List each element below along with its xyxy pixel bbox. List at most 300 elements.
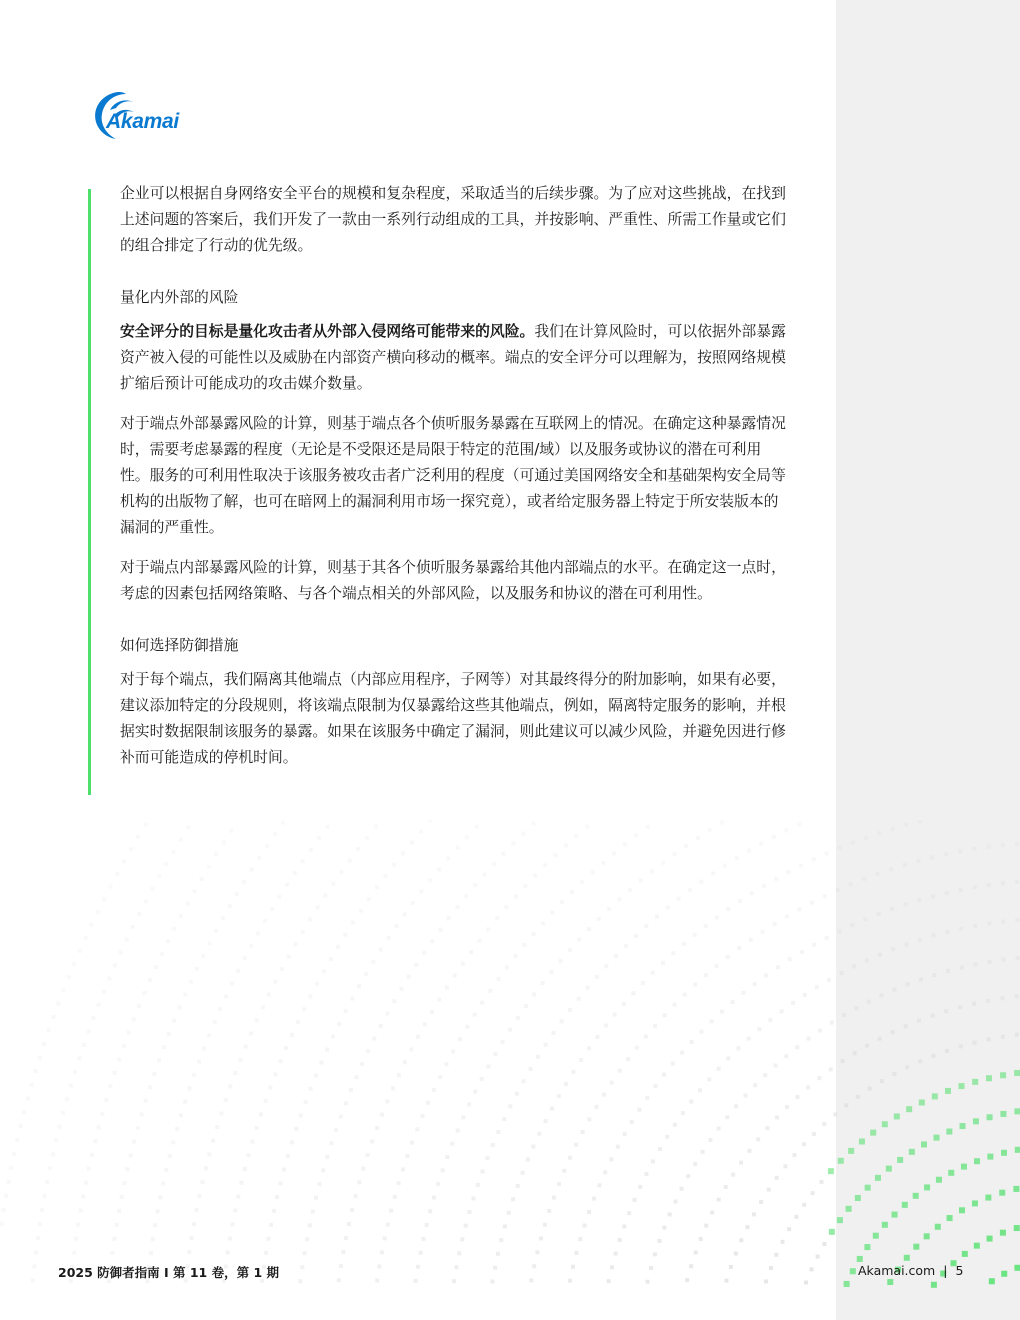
decor-dot [97,1003,101,1007]
decor-dot [837,929,841,933]
decor-dot [344,1101,348,1105]
decor-dot [945,930,949,934]
decor-dot [56,1002,60,1006]
decor-dot [375,885,379,889]
decor-dot [865,958,869,962]
decor-dot [559,959,563,963]
decor-dot [610,1081,614,1085]
decor-dot [529,1067,533,1071]
decor-dot [299,1113,303,1117]
decor-dot [236,1195,240,1199]
decor-dot [551,1031,555,1035]
decor-dot [428,878,432,882]
decor-dot [972,1200,978,1206]
decor-dot [739,1161,743,1165]
decor-dot [838,1158,844,1164]
decor-dot [959,927,963,931]
decor-dot [415,1127,419,1131]
decor-dot [897,1157,903,1163]
decor-dot [343,933,347,937]
decor-dot [802,1203,806,1207]
decor-dot [422,951,426,955]
decor-dot [862,877,866,881]
decor-dot [741,991,745,995]
decor-dot [308,918,312,922]
decor-dot [772,835,776,839]
decor-dot [380,1250,384,1254]
decor-dot [707,1077,711,1081]
decor-dot [693,1162,697,1166]
decor-dot [681,1111,685,1115]
decor-dot [577,997,581,1001]
decor-dot [774,1064,778,1068]
decor-dot [803,993,807,997]
decor-dot [273,1072,277,1076]
decor-dot [775,1176,779,1180]
decor-dot [45,1180,49,1184]
decor-dot [72,962,76,966]
decor-dot [319,1061,323,1065]
decor-dot [192,1073,196,1077]
decor-dot [12,1152,16,1156]
decor-dot [179,1113,183,1117]
decor-dot [257,856,261,860]
decor-dot [880,993,884,997]
decor-dot [460,1237,464,1241]
decor-dot [864,836,868,840]
decor-dot [428,820,432,823]
decor-dot [350,997,354,1001]
decor-dot [107,977,111,981]
decor-dot [214,853,218,857]
decor-dot [508,1028,512,1032]
decor-dot [946,969,950,973]
decor-dot [810,901,814,905]
decor-dot [100,1112,104,1116]
decor-dot [51,1152,55,1156]
decor-dot [323,894,327,898]
decor-dot [762,884,766,888]
decor-dot [747,1037,751,1041]
decor-dot [1016,956,1020,960]
decor-dot [204,1166,208,1170]
decor-dot [69,1084,73,1088]
decor-dot [391,1086,395,1090]
decor-dot [499,1238,503,1242]
decor-dot [366,1153,370,1157]
decor-dot [958,849,962,853]
decor-dot [38,1222,42,1226]
decor-dot [290,1033,294,1037]
decor-dot [432,1088,436,1092]
decor-dot [264,1251,268,1255]
decor-dot [428,1209,432,1213]
decor-dot [236,969,240,973]
decor-dot [571,1265,575,1269]
decor-dot [1015,994,1019,998]
decor-dot [316,906,320,910]
decor-dot [179,914,183,918]
decor-dot [280,967,284,971]
decor-dot [836,888,840,892]
decor-dot [887,1279,893,1285]
decor-dot [947,1215,953,1221]
decor-dot [987,1114,993,1120]
decor-dot [618,897,622,901]
decor-dot [634,833,638,837]
decor-dot [414,963,418,967]
decor-dot [96,910,100,914]
decor-dot [543,863,547,867]
decor-dot [539,1236,543,1240]
decor-dot [931,1014,935,1018]
decor-dot [255,1126,259,1130]
decor-dot [785,914,789,918]
decor-dot [868,1087,872,1091]
decor-dot [482,872,486,876]
decor-dot [827,978,831,982]
decor-dot [972,1002,976,1006]
decor-dot [795,1095,799,1099]
decor-dot [774,877,778,881]
decor-dot [32,1264,36,1268]
decor-dot [322,969,326,973]
decor-dot [478,939,482,943]
decor-dot [973,885,977,889]
decor-dot [367,897,371,901]
decor-dot [987,960,991,964]
decor-dot [564,1082,568,1086]
decor-dot [329,1141,333,1145]
decor-dot [745,1225,749,1229]
decor-dot [844,1281,850,1287]
decor-dot [568,948,572,952]
decor-dot [614,954,618,958]
decor-dot [750,891,754,895]
decor-dot [228,1084,232,1088]
decor-dot [317,836,321,840]
decor-dot [493,1052,497,1056]
decor-dot [587,1117,591,1121]
decor-dot [372,1037,376,1041]
decor-dot [513,954,517,958]
decor-dot [1000,1230,1006,1236]
decor-dot [684,844,688,848]
decor-dot [224,994,228,998]
decor-dot [178,1006,182,1010]
decor-dot [485,1156,489,1160]
decor-dot [904,823,908,827]
decor-dot [125,938,129,942]
decor-dot [1014,1265,1020,1271]
decor-dot [568,1156,572,1160]
decor-dot [921,1141,927,1147]
decor-dot [892,988,896,992]
decor-dot [806,1085,810,1089]
decor-dot [785,1105,789,1109]
decor-dot [385,1099,389,1103]
decor-dot [776,965,780,969]
decor-dot [290,1140,294,1144]
decor-dot [587,1046,591,1050]
decor-dot [304,1100,308,1104]
decor-dot [339,1115,343,1119]
decor-dot [215,1125,219,1129]
decor-dot [151,1237,155,1241]
decor-dot [230,829,234,833]
decor-dot [865,1044,869,1048]
decor-dot [153,1223,157,1227]
decor-dot [987,883,991,887]
decor-dot [516,1184,520,1188]
decor-dot [671,951,675,955]
decor-dot [738,899,742,903]
decor-dot [365,836,369,840]
decor-dot [1014,1070,1020,1076]
decor-dot [90,1153,94,1157]
decor-dot [823,894,827,898]
decor-dot [825,851,829,855]
decor-dot [228,904,232,908]
decor-dot [441,1168,445,1172]
decor-dot [148,978,152,982]
decor-dot [644,1172,648,1176]
decor-dot [816,1255,820,1259]
decor-dot [464,1224,468,1228]
decor-dot [430,1010,434,1014]
decor-dot [164,862,168,866]
decor-dot [962,1251,968,1257]
decor-dot [344,1236,348,1240]
decor-dot [882,1121,888,1127]
decor-dot [522,1079,526,1083]
decor-dot [661,961,665,965]
decor-dot [242,880,246,884]
decor-dot [455,846,459,850]
decor-dot [854,1006,858,1010]
decor-dot [806,1037,810,1041]
decor-dot [171,850,175,854]
decor-dot [301,859,305,863]
decor-dot [416,1265,420,1269]
decor-dot [815,985,819,989]
decor-dot [560,900,564,904]
decor-dot [891,1030,895,1034]
decor-dot [960,966,964,970]
decor-dot [841,1059,845,1063]
decor-dot [162,1045,166,1049]
decor-dot [1001,920,1005,924]
decor-dot [465,835,469,839]
decor-dot [437,998,441,1002]
decor-dot [531,1145,535,1149]
decor-dot [686,1174,690,1178]
decor-dot [663,1013,667,1017]
decor-dot [800,950,804,954]
decor-dot [904,942,908,946]
decor-dot [666,906,670,910]
decor-dot [682,942,686,946]
decor-dot [97,1125,101,1129]
decor-dot [601,861,605,865]
decor-dot [537,1132,541,1136]
decor-dot [401,1167,405,1171]
decor-dot [284,1046,288,1050]
decor-dot [379,1024,383,1028]
decor-dot [986,1075,992,1081]
decor-dot [314,1074,318,1078]
decor-dot [347,1222,351,1226]
decor-dot [461,962,465,966]
decor-dot [311,1210,315,1214]
decor-dot [92,1016,96,1020]
decor-dot [78,949,82,953]
decor-dot [931,1282,937,1288]
decor-dot [932,1093,938,1099]
decor-dot [84,936,88,940]
decor-dot [445,1062,449,1066]
decor-dot [903,902,907,906]
decor-dot [948,1170,954,1176]
decor-dot [15,1138,19,1142]
decor-dot [503,1224,507,1228]
decor-dot [635,1046,639,1050]
decor-dot [924,1233,930,1239]
decor-dot [552,1195,556,1199]
decor-dot [999,1190,1005,1196]
decor-dot [792,1153,796,1157]
decor-dot [822,1242,826,1246]
decor-dot [416,1035,420,1039]
decor-dot [339,1264,343,1268]
decor-dot [266,1237,270,1241]
decor-dot [317,1182,321,1186]
decor-dot [916,859,920,863]
decor-dot [202,1046,206,1050]
decor-dot [411,901,415,905]
decor-dot [677,897,681,901]
decor-dot [115,872,119,876]
decor-dot [699,1237,703,1241]
decor-dot [263,919,267,923]
decor-dot [759,842,763,846]
decor-dot [356,847,360,851]
decor-dot [238,1058,242,1062]
decor-dot [1000,1072,1006,1078]
decor-dot [219,1111,223,1115]
decor-dot [945,1049,949,1053]
decor-dot [516,1016,520,1020]
decor-dot [371,960,375,964]
decor-dot [958,1005,962,1009]
decor-dot [972,847,976,851]
decor-dot [618,1238,622,1242]
decor-dot [19,1124,23,1128]
decor-dot [763,1073,767,1077]
decor-dot [804,1281,808,1285]
intro-paragraph: 企业可以根据自身网络安全平台的规模和复杂程度，采取适当的后续步骤。为了应对这些挑战，在找到上述问题的答案后，我们开发了一款由一系列行动组成的工具，并按影响、严重性、所需工作量或它们的组合排定了行动的优先级。 [120,185,786,254]
decor-dot [286,1154,290,1158]
decor-dot [473,1013,477,1017]
decor-dot [294,942,298,946]
decor-dot [634,934,638,938]
decor-dot [919,977,923,981]
decor-dot [394,924,398,928]
decor-dot [492,862,496,866]
decor-dot [668,1212,672,1216]
decor-dot [891,827,895,831]
decor-dot [849,882,853,886]
decor-dot [72,1251,76,1255]
decor-dot [932,934,936,938]
decor-dot [650,870,654,874]
decor-dot [154,965,158,969]
decor-dot [389,1209,393,1213]
decor-dot [250,1140,254,1144]
decor-dot [129,847,133,851]
decor-dot [694,1251,698,1255]
section-heading-risk: 量化内外部的风险 [120,289,239,306]
decor-dot [526,1158,530,1162]
decor-dot [1001,1150,1007,1156]
decor-dot [595,1035,599,1039]
decor-dot [430,939,434,943]
decor-dot [693,983,697,987]
decor-dot [79,1209,83,1213]
decor-dot [351,921,355,925]
decor-dot [665,1135,669,1139]
decor-dot [117,1057,121,1061]
decor-dot [653,1024,657,1028]
decor-dot [161,1182,165,1186]
decor-dot [188,1086,192,1090]
decor-dot [200,877,204,881]
decor-dot [829,1067,833,1071]
decor-dot [22,1110,26,1114]
decor-dot [255,1018,259,1022]
decor-dot [786,870,790,874]
decor-dot [366,1049,370,1053]
decor-dot [421,1114,425,1118]
decor-dot [662,1226,666,1230]
decor-dot [902,1202,908,1208]
decor-dot [767,1188,771,1192]
decor-dot [812,1132,816,1136]
decor-dot [917,1019,921,1023]
decor-dot [1015,918,1019,922]
decor-dot [475,825,479,829]
decor-dot [437,867,441,871]
decor-dot [456,1128,460,1132]
decor-dot [764,973,768,977]
decor-dot [592,1197,596,1201]
decor-dot [817,1076,821,1080]
decor-dot [985,1195,991,1201]
decor-dot [370,1139,374,1143]
decor-dot [375,1126,379,1130]
decor-dot [630,1120,634,1124]
decor-dot [586,986,590,990]
decor-dot [577,938,581,942]
decor-dot [774,1253,778,1257]
decor-dot [878,1037,882,1041]
decor-dot [850,1268,856,1274]
footer-site-link[interactable]: Akamai.com [858,1263,936,1278]
decor-dot [126,1167,130,1171]
decor-dot [889,867,893,871]
decor-dot [403,1060,407,1064]
decor-dot [265,844,269,848]
